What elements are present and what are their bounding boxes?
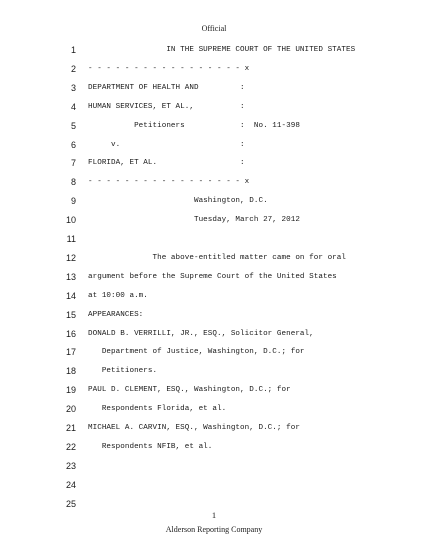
- transcript-line: [0, 479, 428, 491]
- line-number: 3: [70, 82, 76, 93]
- transcript-line: [0, 309, 428, 321]
- line-text: Washington, D.C.: [88, 197, 268, 206]
- line-number: 13: [65, 271, 76, 282]
- line-text: Department of Justice, Washington, D.C.; for: [88, 348, 305, 357]
- transcript-line: [0, 328, 428, 340]
- transcript-line: [0, 101, 428, 113]
- transcript-line: [0, 498, 428, 510]
- transcript-line: [0, 422, 428, 434]
- line-number: 8: [70, 177, 76, 188]
- line-number: 24: [65, 479, 76, 490]
- transcript-line: [0, 290, 428, 302]
- line-text: DEPARTMENT OF HEALTH AND :: [88, 83, 245, 92]
- line-text: argument before the Supreme Court of the United States: [88, 272, 337, 281]
- line-number: 18: [65, 366, 76, 377]
- transcript-line: [0, 271, 428, 283]
- line-text: Petitioners.: [88, 367, 158, 376]
- line-number: 21: [65, 423, 76, 433]
- line-number: 25: [65, 498, 76, 509]
- transcript-line: [0, 82, 428, 94]
- company-name: Alderson Reporting Company: [165, 525, 263, 534]
- line-number: 12: [65, 252, 76, 263]
- line-text: HUMAN SERVICES, ET AL., :: [88, 102, 245, 111]
- transcript-line: [0, 460, 428, 472]
- line-number: 17: [65, 347, 76, 358]
- line-number: 1: [70, 45, 76, 55]
- transcript-line: [0, 365, 428, 377]
- line-text: APPEARANCES:: [88, 310, 144, 319]
- transcript-line: [0, 233, 428, 245]
- official-header: Official: [201, 24, 227, 33]
- transcript-line: [0, 214, 428, 226]
- line-number: 9: [70, 196, 76, 207]
- line-text: MICHAEL A. CARVIN, ESQ., Washington, D.C.; for: [88, 424, 300, 432]
- transcript-line: [0, 157, 428, 169]
- line-text: at 10:00 a.m.: [88, 291, 148, 300]
- line-number: 10: [65, 215, 76, 226]
- line-text: - - - - - - - - - - - - - - - - - x: [88, 178, 250, 187]
- transcript-line: [0, 441, 428, 453]
- transcript-line: [0, 384, 428, 396]
- transcript-line: [0, 403, 428, 415]
- line-number: 16: [65, 328, 76, 339]
- line-text: FLORIDA, ET AL. :: [88, 159, 245, 168]
- line-text: v. :: [88, 140, 245, 149]
- transcript-line: [0, 139, 428, 151]
- line-text: Tuesday, March 27, 2012: [88, 216, 300, 225]
- transcript-line: [0, 120, 428, 132]
- line-number: 20: [65, 404, 76, 415]
- transcript-line: [0, 44, 428, 56]
- transcript-line: [0, 346, 428, 358]
- line-number: 6: [70, 139, 76, 150]
- line-text: Respondents NFIB, et al.: [88, 442, 213, 451]
- transcript-line: [0, 195, 428, 207]
- line-number: 2: [70, 63, 76, 74]
- line-text: Respondents Florida, et al.: [88, 405, 227, 414]
- line-text: DONALD B. VERRILLI, JR., ESQ., Solicitor General,: [88, 329, 314, 338]
- line-text: The above-entitled matter came on for oral: [88, 253, 346, 262]
- transcript-line: [0, 176, 428, 188]
- line-number: 15: [65, 309, 76, 320]
- line-text: IN THE SUPREME COURT OF THE UNITED STATES: [88, 46, 356, 54]
- line-text: Petitioners : No. 11-398: [88, 121, 300, 130]
- line-number: 7: [70, 158, 76, 169]
- page-number: 1: [211, 510, 217, 520]
- transcript-line: [0, 252, 428, 264]
- line-number: 23: [65, 460, 76, 471]
- line-number: 22: [65, 441, 76, 452]
- line-text: - - - - - - - - - - - - - - - - - x: [88, 64, 250, 73]
- line-number: 4: [70, 101, 76, 112]
- line-number: 14: [65, 290, 76, 301]
- line-number: 11: [66, 234, 76, 244]
- line-number: 19: [65, 385, 76, 396]
- line-number: 5: [70, 120, 76, 131]
- line-text: PAUL D. CLEMENT, ESQ., Washington, D.C.; for: [88, 386, 291, 395]
- transcript-line: [0, 63, 428, 75]
